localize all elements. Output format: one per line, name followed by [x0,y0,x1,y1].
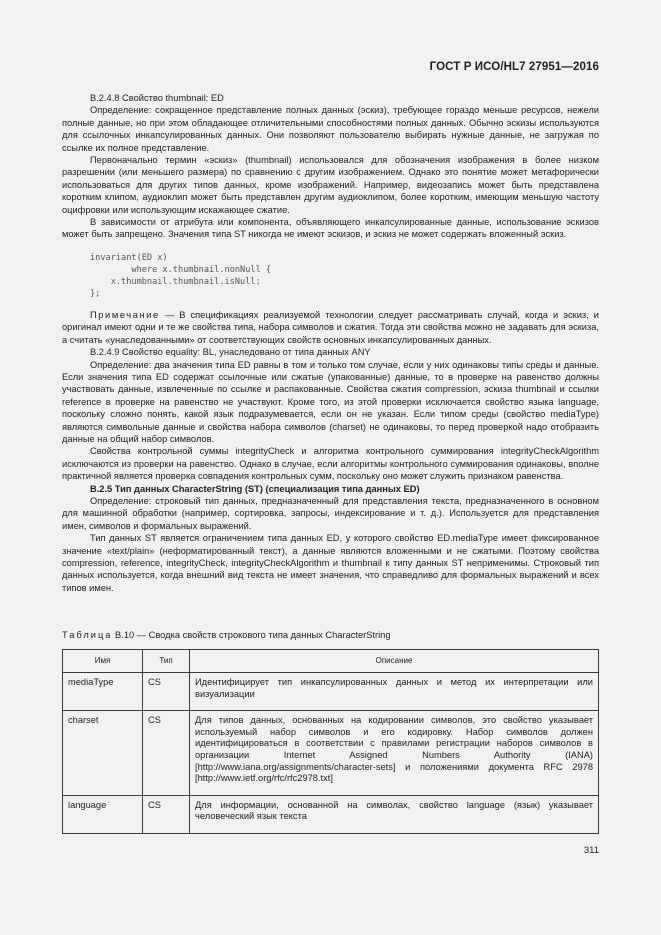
table-row [63,673,599,711]
note-label: Примечание [90,309,160,320]
paragraph: Определение: сокращенное представление полных данных (эскиз), требующее гораздо меньше ресурсов, нежели полные данные, но при этом обладающее отличительными способностями полных данных. Обычно эскизы используются для ссылочных инкапсулированных данных. Они позволяют пользователю выбирать нужные данные, не загружая по ссылке их полное представление. [62,105,599,153]
column-header-name: Имя [63,650,143,673]
cell-type: CS [143,711,190,796]
paragraph: Определение: строковый тип данных, предназначенный для представления текста, предназначенного в основном для машинной обработки (например, сортировка, запросы, индексирование и т. д.). Используется для представления имен, символов и формальных выражений. [62,495,599,531]
column-header-type: Тип [143,650,190,673]
cell-description: Идентифицирует тип инкапсулированных данных и метод их интерпретации или визуализации [190,673,599,711]
page-number: 311 [583,845,599,856]
note [62,309,599,346]
heading-equality: B.2.4.9 Свойство equality: BL, унаследовано от типа данных ANY [90,347,371,358]
column-header-description: Описание [190,650,599,673]
table-caption-text: B.10 — Сводка свойств строкового типа данных CharacterString [112,630,391,640]
paragraph: Свойства контрольной суммы integrityCheck и алгоритма контрольного суммирования integrityCheckAlgorithm исключаются из проверки на равенство. Однако в случае, если алгоритмы контрольного суммирования одинаковы, вполне практичной является проверка совпадения контрольных сумм, поскольку оно может служить признаком равенства. [62,446,599,482]
paragraph: Первоначально термин «эскиз» (thumbnail) использовался для обозначения изображения в более низком разрешении (или меньшего размера) по сравнению с другим изображением. Однако это понятие может метафорически использоваться для других типов данных, кроме изображений. Например, видеозапись может быть представлена коротким клипом, аудиоклип может быть представлен другим аудиоклипом, более коротким, имеющим меньшую частоту оцифровки или использующим искажающее сжатие. [62,155,599,215]
properties-table [62,649,599,834]
note-text: — В спецификациях реализуемой технологии следует рассматривать случай, когда и эскиз, и оригинал имеют одни и те же свойства типа, набора символов и сжатия. Тогда эти свойства можно не задавать для эскиза, а считать «унаследованными» от соответствующих свойств основных инкапсулированных данных. [62,309,599,345]
table-header-row [63,650,599,673]
table-caption [62,630,602,640]
paragraph: Тип данных ST является ограничением типа данных ED, у которого свойство ED.mediaType имеет фиксированное значение «text/plain» (неформатированный текст), а данные являются вложенными и не сжатыми. Поэтому свойства compression, reference, integrityCheck, integrityCheckAlgorithm и thumbnail к типу данных ST неприменимы. Строковый тип данных используется, когда внешний вид текста не имеет значения, что справедливо для формальных выражений и всех типов имен. [62,533,599,593]
table-row [63,711,599,796]
cell-type: CS [143,795,190,833]
cell-name: language [63,795,143,833]
table-row [63,795,599,833]
cell-name: charset [63,711,143,796]
document-code: ГОСТ Р ИСО/HL7 27951—2016 [429,61,599,73]
table-caption-label: Таблица [62,630,113,640]
code-block: invariant(ED x) where x.thumbnail.nonNull { x.thumbnail.thumbnail.isNull; }; [90,252,272,299]
document-body [62,92,599,594]
paragraph: В зависимости от атрибута или компонента, объявляющего инкапсулированные данные, использование эскизов может быть запрещено. Значения типа ST никогда не имеют эскизов, и эскиз не может содержать вложенный эскиз. [62,217,599,240]
cell-description: Для информации, основанной на символах, свойство language (язык) указывает человеческий язык текста [190,795,599,833]
cell-type: CS [143,673,190,711]
cell-description: Для типов данных, основанных на кодировании символов, это свойство указывает используемый набор символов и его кодировку. Набор символов должен идентифицироваться в соответствии с правилами регистрации наборов символов в организации Internet Assigned Numbers Authority (IANA) [http://www.iana.org/assignments/character-sets] и положениями документа RFC 2978 [http://www.ietf.org/rfc/rfc2978.txt] [190,711,599,796]
cell-name: mediaType [63,673,143,711]
paragraph: Определение: два значения типа ED равны в том и только том случае, если у них одинаковы типы среды и данные. Если значения типа ED содержат ссылочные или сжатые (упакованные) данные, то в проверке на равенство должны участвовать данные, извлеченные по ссылке и распакованные. Свойства сжатия compression, эскиза thumbnail и ссылки reference в проверке на равенство не участвуют. Кроме того, из этой проверки исключается свойство языка language, поскольку сложно понять, какой язык подразумевается, если он не указан. Если типом среды (свойство mediaType) являются символьные данные и свойства набора символов (charset) не одинаковы, то перед проверкой надо отобразить данные на общий набор символов. [62,359,599,444]
heading-st: B.2.5 Тип данных CharacterString (ST) (специализация типа данных ED) [90,483,420,494]
heading-thumbnail: B.2.4.8 Свойство thumbnail: ED [90,93,224,103]
